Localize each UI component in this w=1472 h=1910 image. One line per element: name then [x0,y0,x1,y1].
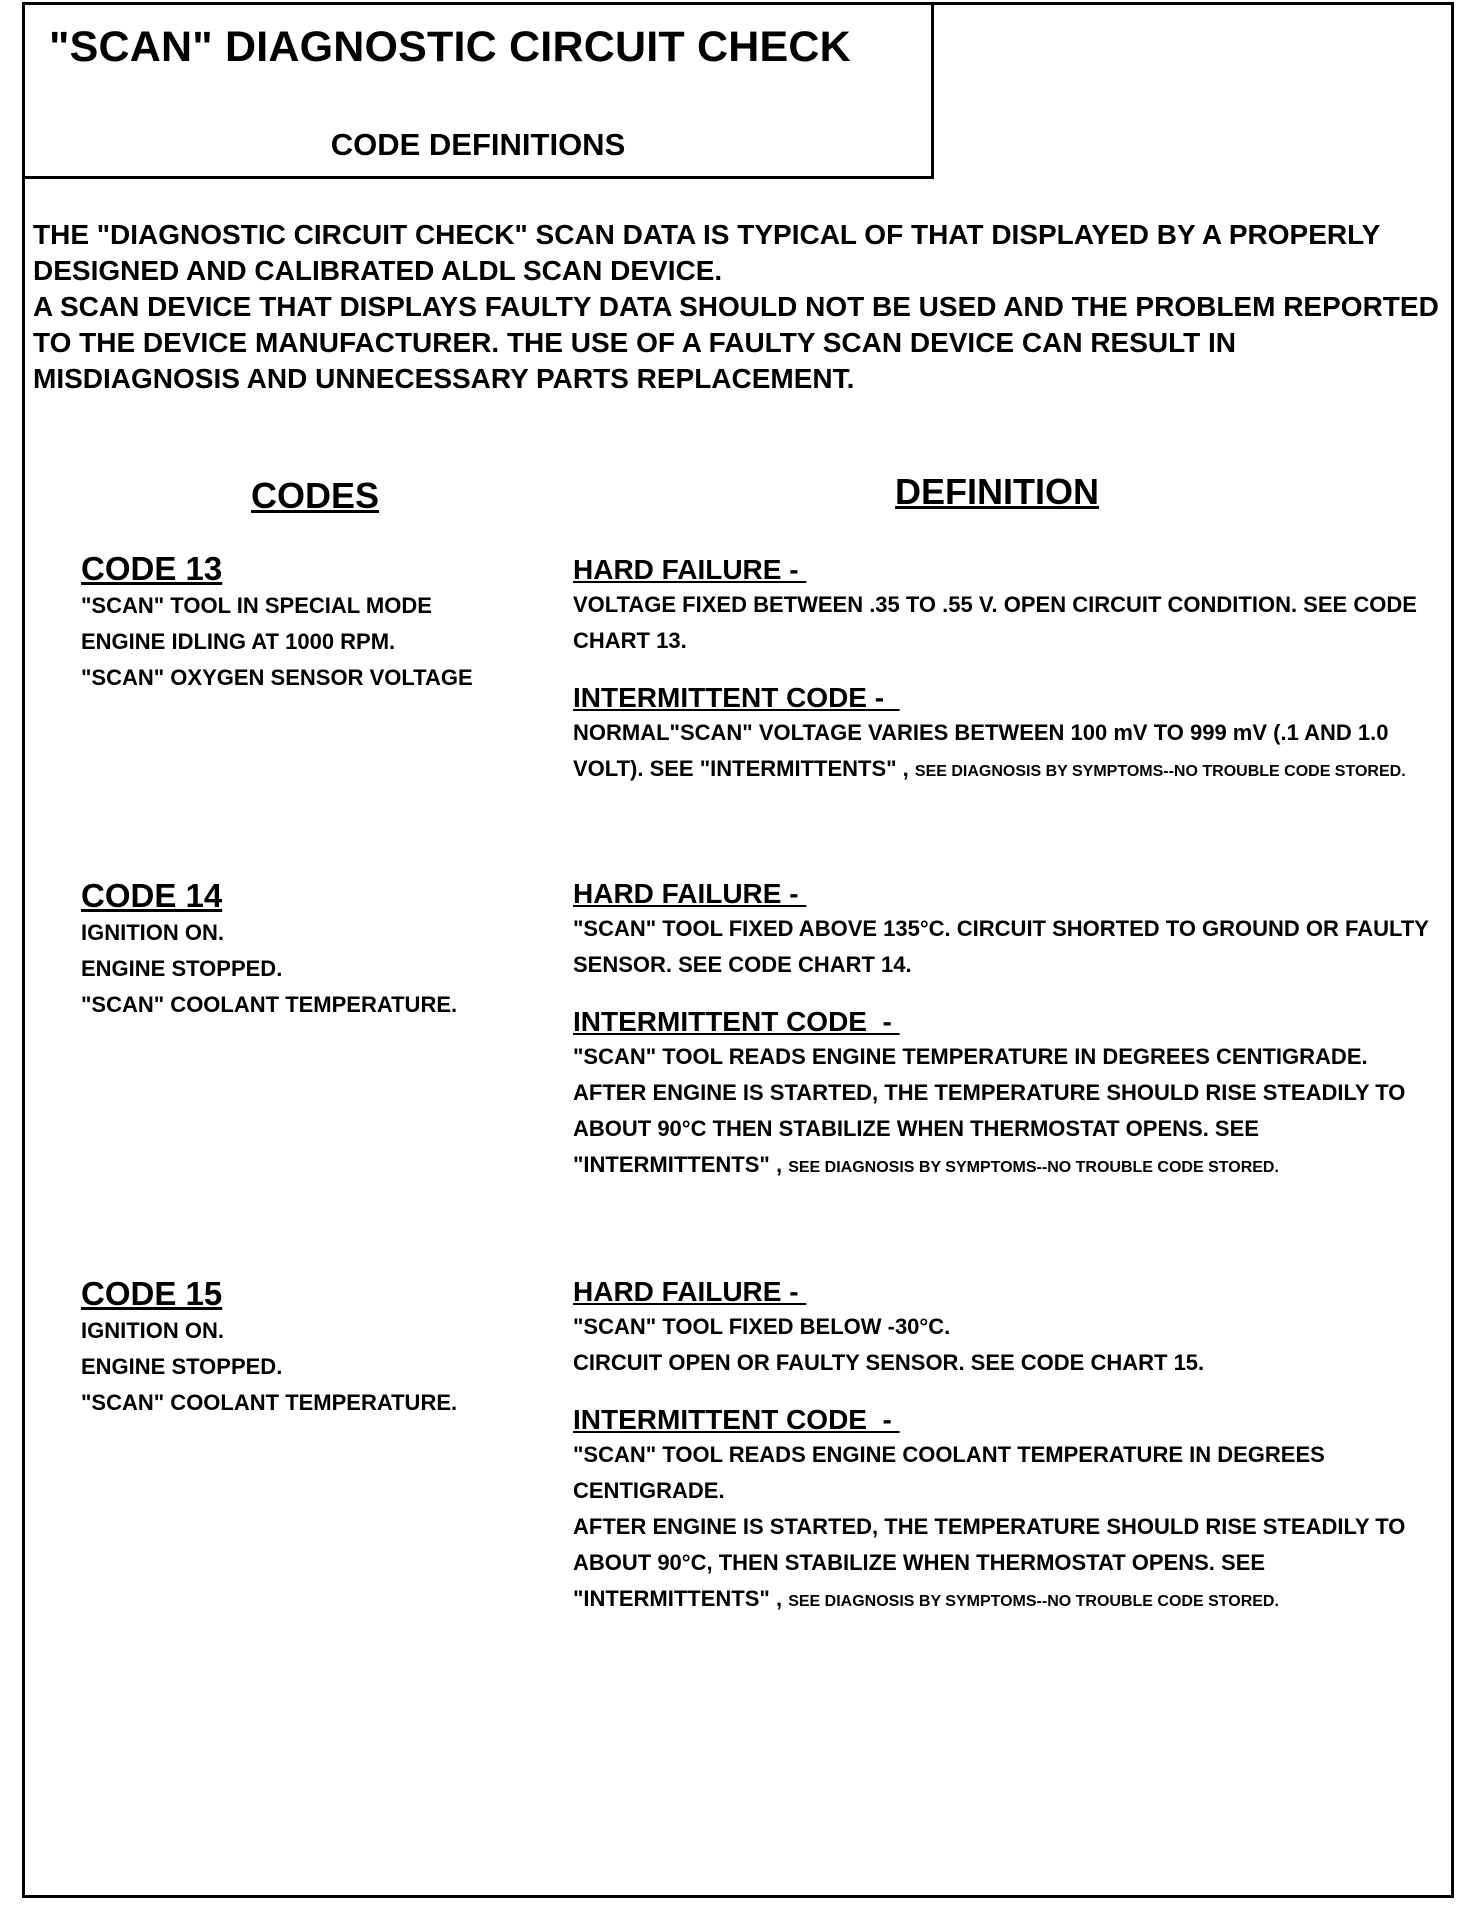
intermittent-main-text: AFTER ENGINE IS STARTED, THE TEMPERATURE SHOULD RISE STEADILY TO ABOUT 90°C, THEN STABILIZE WHEN THERMOSTAT OPENS. SEE "INTERMITTENTS" , [573,1514,1406,1611]
intermittent-note: SEE DIAGNOSIS BY SYMPTOMS--NO TROUBLE CODE STORED. [788,1159,1279,1176]
code-title: CODE 15 [81,1275,223,1312]
intro-text [33,217,1443,397]
hard-failure-label: HARD FAILURE - [573,1276,807,1307]
hard-failure-label: HARD FAILURE - [573,554,807,585]
code-condition-line: "SCAN" COOLANT TEMPERATURE. [81,992,458,1017]
hard-failure-text: VOLTAGE FIXED BETWEEN .35 TO .55 V. OPEN CIRCUIT CONDITION. SEE CODE CHART 13. [573,592,1417,653]
intermittent-code-label: INTERMITTENT CODE - [573,682,900,713]
intermittent-note: SEE DIAGNOSIS BY SYMPTOMS--NO TROUBLE CODE STORED. [914,763,1406,780]
code-condition-line: IGNITION ON. [81,1318,224,1343]
code-title: CODE 13 [81,550,223,587]
intermittent-code-label: INTERMITTENT CODE - [573,1006,900,1037]
code-14-definition [573,877,1443,1186]
hard-failure-text-2: CIRCUIT OPEN OR FAULTY SENSOR. SEE CODE CHART 15. [573,1350,1205,1375]
code-condition-line: "SCAN" OXYGEN SENSOR VOLTAGE [81,665,473,690]
code-condition-line: ENGINE IDLING AT 1000 RPM. [81,629,396,654]
intermittent-main-text: "SCAN" TOOL READS ENGINE TEMPERATURE IN DEGREES CENTIGRADE. AFTER ENGINE IS STARTED, THE TEMPERATURE SHOULD RISE STEADILY TO ABOUT 90°C THEN STABILIZE WHEN THERMOSTAT OPENS. SEE "INTERMITTENTS" , [573,1044,1406,1177]
intermittent-note: SEE DIAGNOSIS BY SYMPTOMS--NO TROUBLE CODE STORED. [788,1593,1279,1610]
intermittent-code-text-2 [573,1509,1443,1620]
hard-failure-text: "SCAN" TOOL FIXED ABOVE 135°C. CIRCUIT SHORTED TO GROUND OR FAULTY SENSOR. SEE CODE CHART 14. [573,916,1429,977]
hard-failure-label: HARD FAILURE - [573,878,807,909]
intermittent-main-text: NORMAL"SCAN" VOLTAGE VARIES BETWEEN 100 mV TO 999 mV (.1 AND 1.0 VOLT). SEE "INTERMITTENTS" , [573,720,1389,781]
intermittent-code-text: "SCAN" TOOL READS ENGINE COOLANT TEMPERATURE IN DEGREES CENTIGRADE. [573,1442,1325,1503]
intermittent-code-label: INTERMITTENT CODE - [573,1404,900,1435]
page-title: "SCAN" DIAGNOSTIC CIRCUIT CHECK [49,23,851,71]
intermittent-code-text [573,1039,1443,1186]
code-13-definition [573,553,1443,790]
page-subtitle: CODE DEFINITIONS [330,127,626,162]
code-13-block [81,550,473,696]
code-title: CODE 14 [81,877,223,914]
document-page [22,2,1454,1898]
codes-column-heading: CODES [251,475,380,516]
code-condition-line: "SCAN" TOOL IN SPECIAL MODE [81,593,432,618]
intermittent-code-text [573,715,1443,790]
code-15-block [81,1275,457,1421]
code-15-definition [573,1275,1443,1620]
code-condition-line: ENGINE STOPPED. [81,956,283,981]
intro-paragraph-1: THE "DIAGNOSTIC CIRCUIT CHECK" SCAN DATA IS TYPICAL OF THAT DISPLAYED BY A PROPERLY DESIGNED AND CALIBRATED ALDL SCAN DEVICE. [33,219,1380,286]
intro-paragraph-2: A SCAN DEVICE THAT DISPLAYS FAULTY DATA SHOULD NOT BE USED AND THE PROBLEM REPORTED TO THE DEVICE MANUFACTURER. THE USE OF A FAULTY SCAN DEVICE CAN RESULT IN MISDIAGNOSIS AND UNNECESSARY PARTS REPLACEMENT. [33,291,1439,394]
code-14-block [81,877,457,1023]
title-box [22,2,934,179]
code-condition-line: ENGINE STOPPED. [81,1354,283,1379]
code-condition-line: IGNITION ON. [81,920,224,945]
definition-column-heading: DEFINITION [895,471,1099,512]
hard-failure-text: "SCAN" TOOL FIXED BELOW -30°C. [573,1314,951,1339]
code-condition-line: "SCAN" COOLANT TEMPERATURE. [81,1390,458,1415]
